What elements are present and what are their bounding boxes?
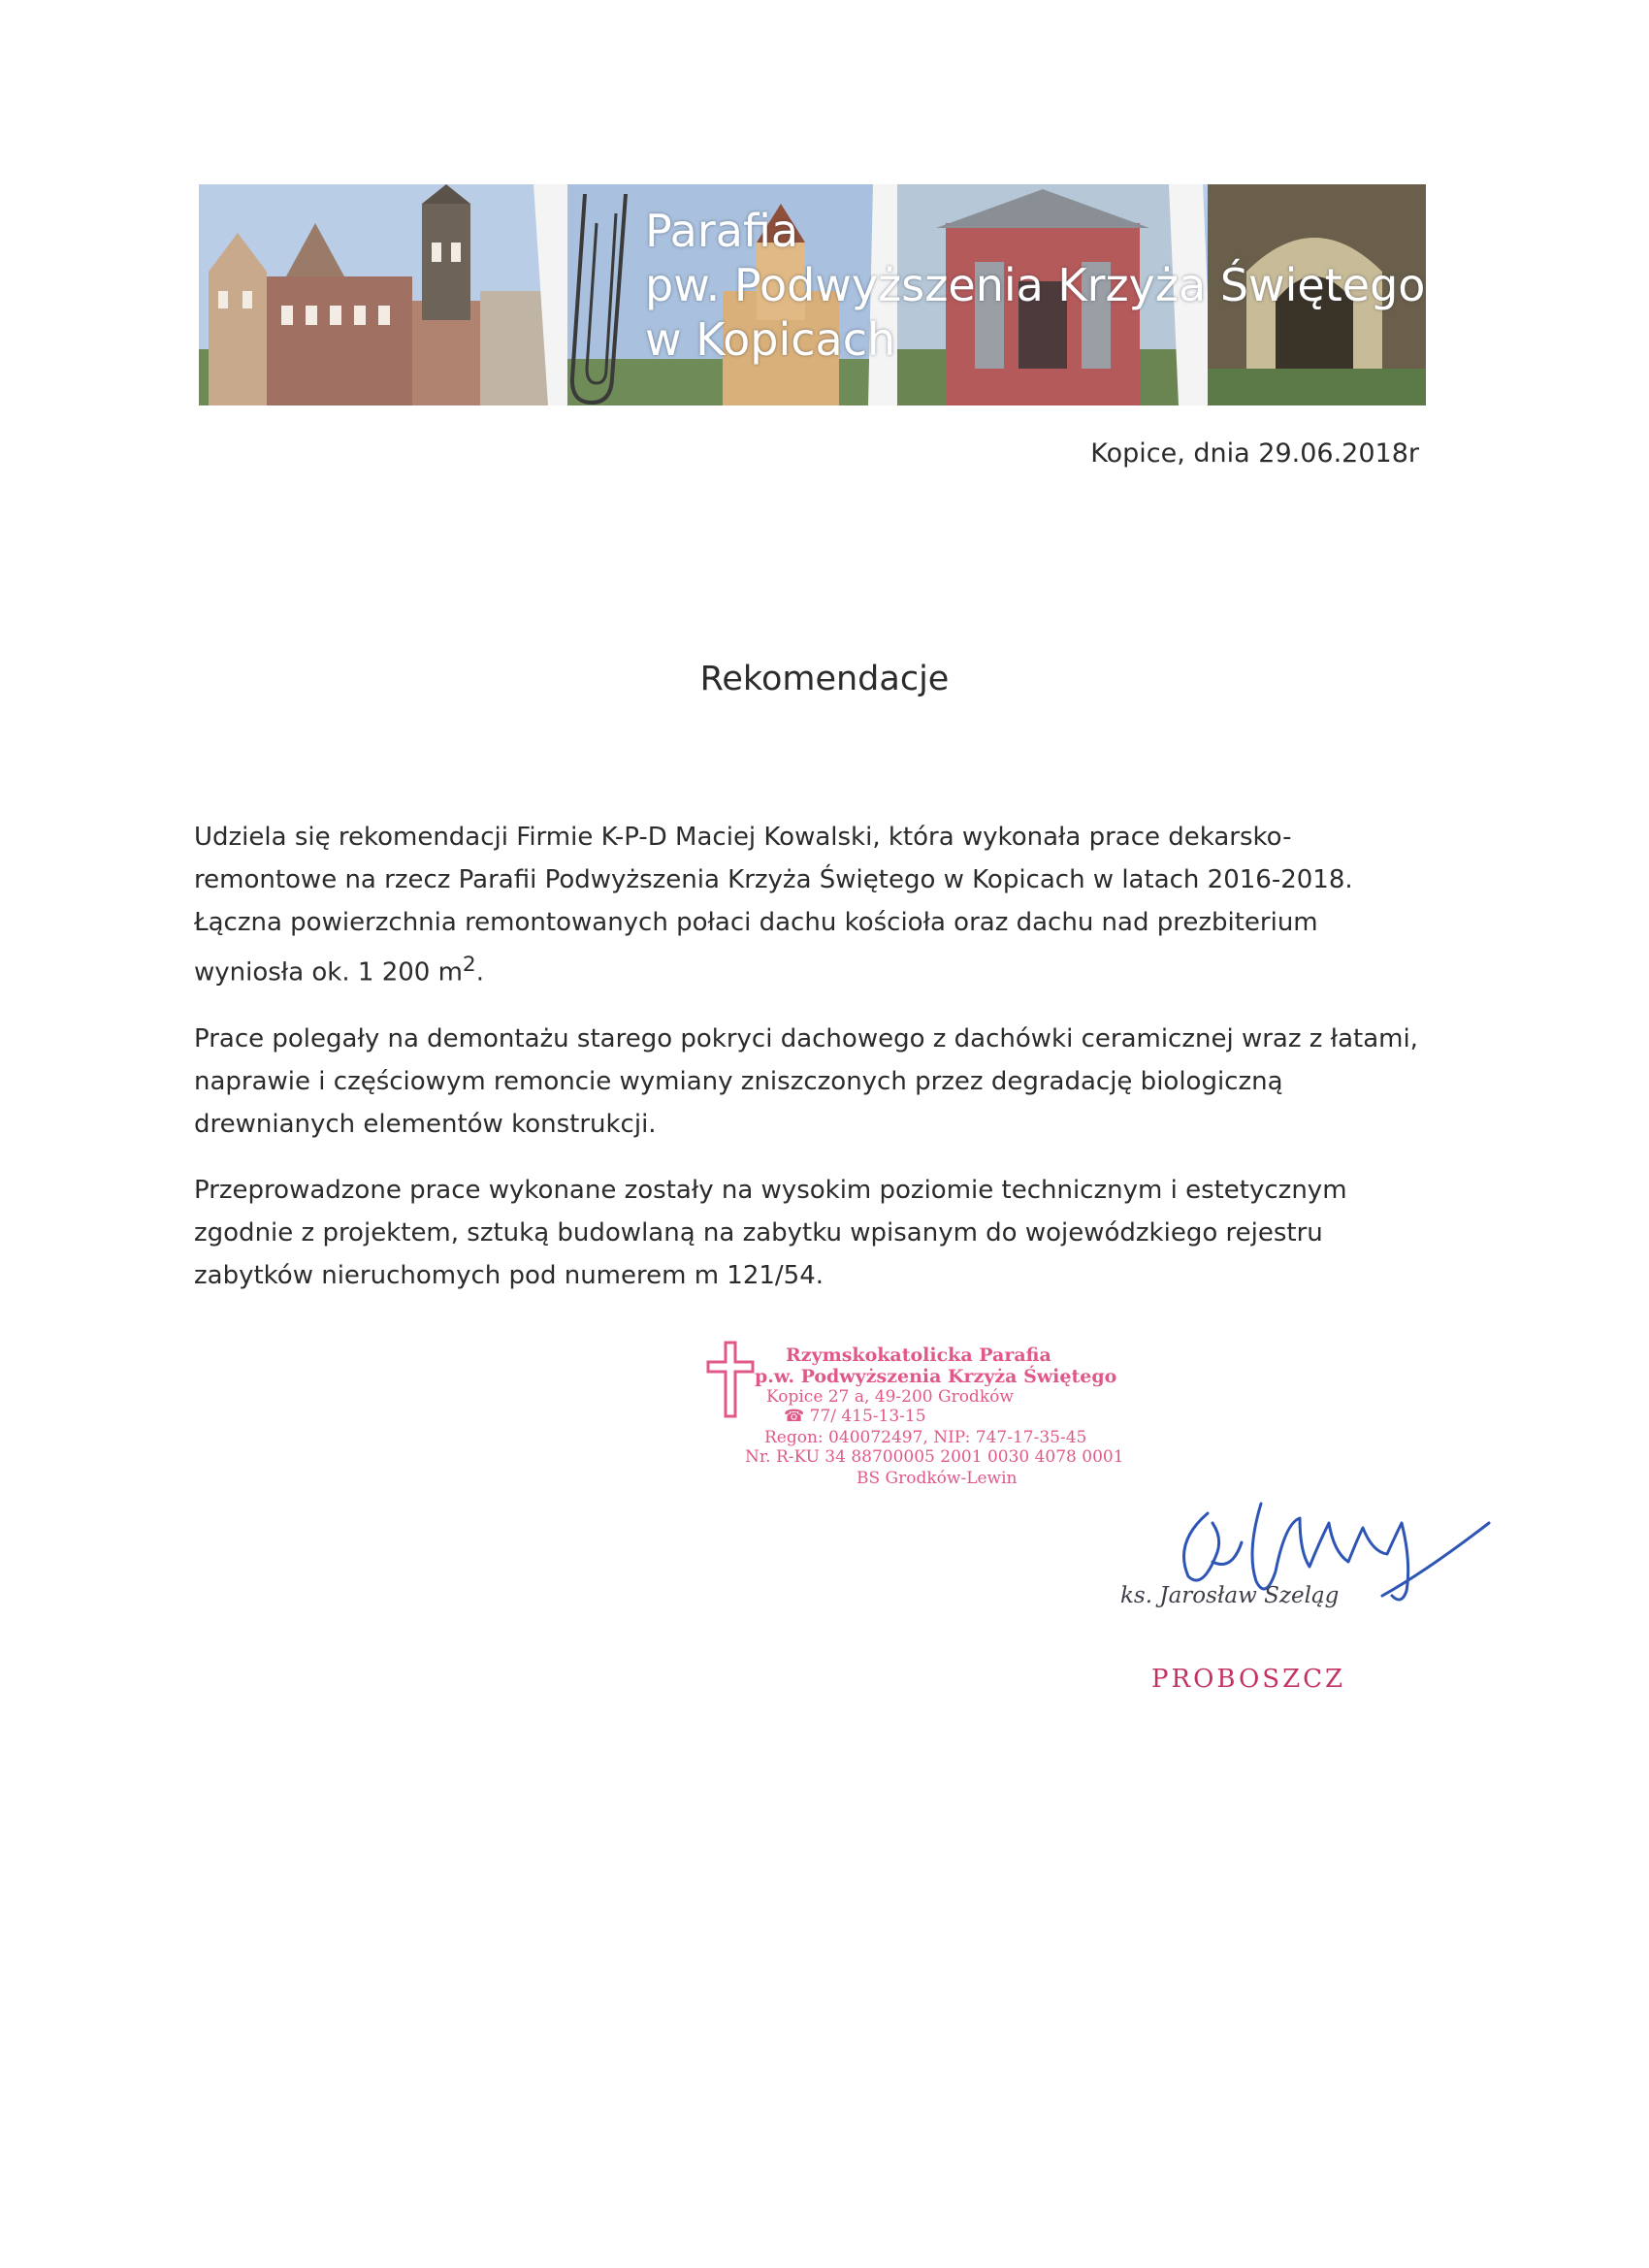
letter-title: Rekomendacje <box>699 660 950 698</box>
body-paragraph-1 <box>194 816 1421 994</box>
body-paragraph-1-text: Udziela się rekomendacji Firmie K-P-D Maciej Kowalski, która wykonała prace dekarsko-remontowe na rzecz Parafii Podwyższenia Krzyża Świętego w Kopicach w latach 2016-2018. Łączna powierzchnia remontowanych połaci dachu kościoła oraz dachu nad prezbiterium wyniosła ok. 1 200 m <box>194 823 1353 988</box>
letter-body <box>194 816 1421 1320</box>
stamp-line-2: p.w. Podwyższenia Krzyża Świętego <box>755 1366 1117 1387</box>
stamp-line-3: Kopice 27 a, 49-200 Grodków <box>766 1387 1014 1407</box>
parish-name-line-2: pw. Podwyższenia Krzyża Świętego <box>645 259 1426 311</box>
stamp-line-5: Regon: 040072497, NIP: 747-17-35-45 <box>764 1428 1087 1447</box>
body-paragraph-3: Przeprowadzone prace wykonane zostały na wysokim poziomie technicznym i estetycznym zgodnie z projektem, sztuką budowlaną na zabytku wpisanym do wojewódzkiego rejestru zabytków nieruchomych pod numerem m 121/54. <box>194 1175 1347 1290</box>
area-unit-superscript: 2 <box>462 953 476 977</box>
signer-role-stamp: PROBOSZCZ <box>1151 1665 1346 1694</box>
stamp-line-7: BS Grodków-Lewin <box>857 1469 1018 1488</box>
signer-name: ks. Jarosław Szeląg <box>1120 1583 1340 1608</box>
parish-header-banner <box>199 184 1426 405</box>
parish-name <box>645 204 1425 367</box>
parish-name-line-1: Parafia <box>645 205 799 257</box>
stamp-line-6: Nr. R-KU 34 88700005 2001 0030 4078 0001 <box>745 1447 1124 1467</box>
parish-name-line-3: w Kopicach <box>645 313 896 366</box>
stamp-line-1: Rzymskokatolicka Parafia <box>786 1345 1051 1366</box>
stamp-line-4: ☎ 77/ 415-13-15 <box>784 1407 926 1426</box>
body-paragraph-2: Prace polegały na demontażu starego pokryci dachowego z dachówki ceramicznej wraz z łatami, naprawie i częściowym remoncie wymiany zniszczonych przez degradację biologiczną drewnianych elementów konstrukcji. <box>194 1023 1418 1139</box>
cross-icon <box>706 1341 755 1418</box>
letter-date: Kopice, dnia 29.06.2018r <box>1090 438 1419 469</box>
body-paragraph-1-end: . <box>475 957 484 988</box>
parish-stamp <box>706 1341 1191 1510</box>
